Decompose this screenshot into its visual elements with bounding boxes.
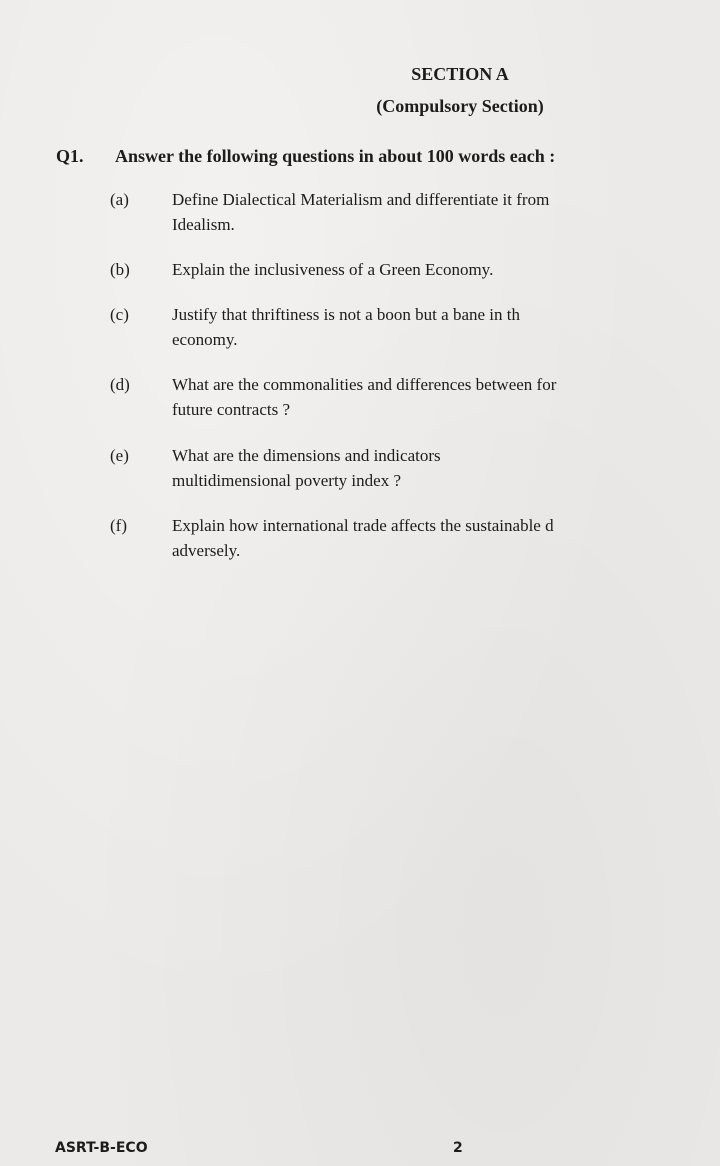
item-text-line2: future contracts ? [172,400,290,419]
section-title: SECTION A [411,64,509,84]
question-number: Q1. [56,146,84,166]
page-number: 2 [453,1140,463,1156]
item-label: (c) [110,305,129,324]
item-text-line2: Idealism. [172,215,235,234]
item-label: (e) [110,446,129,465]
item-text-line2: multidimensional poverty index ? [172,471,401,490]
item-text-line2: adversely. [172,541,241,560]
item-text-line1: What are the commonalities and differences between for [172,375,557,394]
item-label: (b) [110,260,130,279]
item-label: (d) [110,375,130,394]
item-label: (f) [110,516,127,535]
question-instruction: Answer the following questions in about 100 words each : [115,146,556,166]
section-subtitle: (Compulsory Section) [376,96,544,116]
item-text-line1: Explain the inclusiveness of a Green Economy. [172,260,494,279]
item-text-line1: Define Dialectical Materialism and differentiate it from [172,190,550,209]
item-text-line1: Justify that thriftiness is not a boon but a bane in th [172,305,520,324]
paper-code: ASRT-B-ECO [55,1140,148,1156]
item-text-line1: What are the dimensions and indicators [172,446,441,465]
item-text-line1: Explain how international trade affects the sustainable d [172,516,554,535]
item-label: (a) [110,190,129,209]
item-text-line2: economy. [172,330,238,349]
